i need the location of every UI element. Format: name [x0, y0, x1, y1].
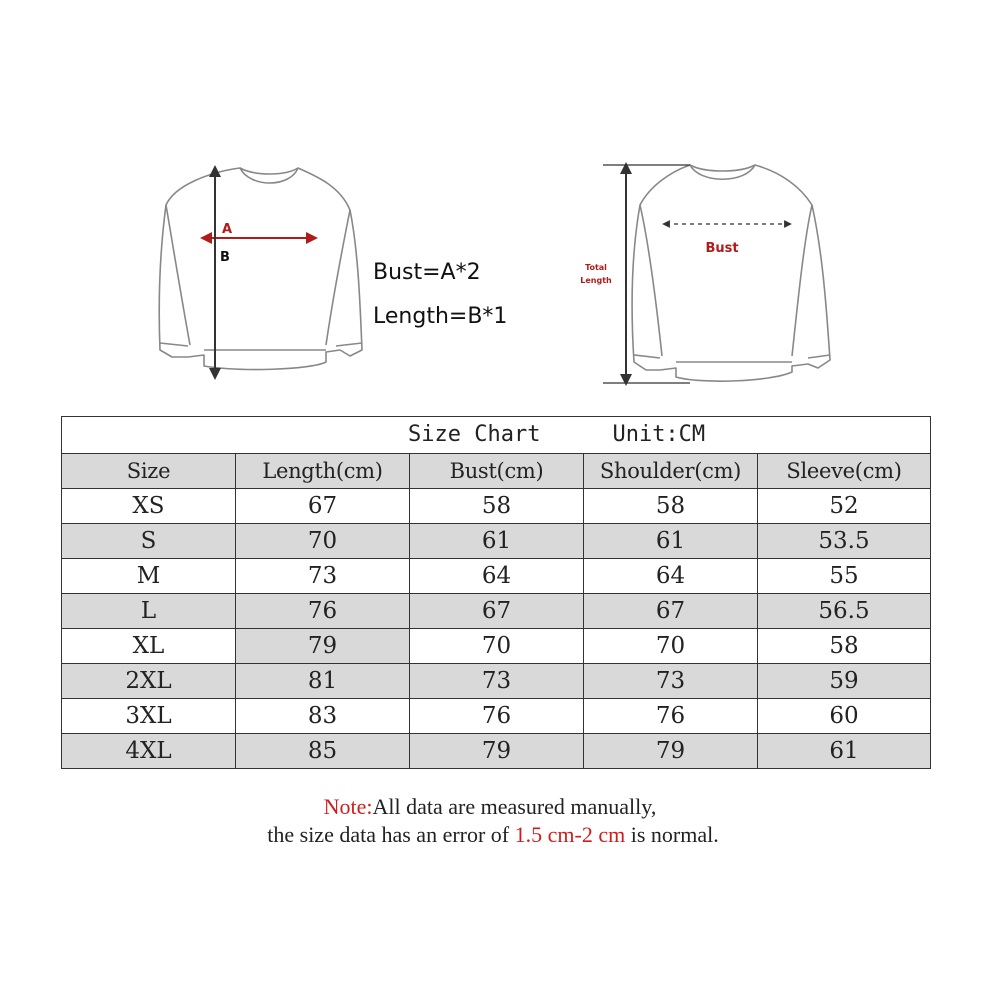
cell-shoulder: 70	[584, 629, 758, 664]
table-row	[62, 594, 931, 629]
cell-sleeve: 52	[758, 489, 931, 524]
table-row	[62, 489, 931, 524]
table-title-cell	[62, 417, 931, 454]
cell-length: 67	[236, 489, 410, 524]
label-b: B	[220, 250, 230, 265]
table-header-row	[62, 454, 931, 489]
cell-shoulder: 61	[584, 524, 758, 559]
header-length: Length(cm)	[236, 454, 410, 489]
measurement-diagram	[0, 0, 1000, 400]
table-title-row	[62, 417, 931, 454]
cell-length: 81	[236, 664, 410, 699]
table-row	[62, 664, 931, 699]
label-a: A	[222, 222, 233, 237]
cell-sleeve: 56.5	[758, 594, 931, 629]
cell-size: M	[62, 559, 236, 594]
cell-bust: 64	[410, 559, 584, 594]
note-line-2	[0, 822, 993, 848]
left-sweatshirt-outline	[159, 168, 362, 369]
note-label: Note:	[323, 794, 373, 819]
cell-size: L	[62, 594, 236, 629]
table-row	[62, 559, 931, 594]
cell-size: XL	[62, 629, 236, 664]
right-sweatshirt-outline	[632, 165, 830, 381]
cell-sleeve: 60	[758, 699, 931, 734]
cell-bust: 61	[410, 524, 584, 559]
cell-shoulder: 64	[584, 559, 758, 594]
cell-size: 2XL	[62, 664, 236, 699]
label-total: Total	[585, 263, 607, 272]
cell-length: 83	[236, 699, 410, 734]
cell-bust: 79	[410, 734, 584, 769]
cell-sleeve: 58	[758, 629, 931, 664]
header-sleeve: Sleeve(cm)	[758, 454, 931, 489]
size-chart-table	[61, 416, 931, 769]
cell-size: 3XL	[62, 699, 236, 734]
cell-length: 85	[236, 734, 410, 769]
cell-sleeve: 61	[758, 734, 931, 769]
table-row	[62, 699, 931, 734]
cell-size: 4XL	[62, 734, 236, 769]
cell-length: 73	[236, 559, 410, 594]
cell-size: XS	[62, 489, 236, 524]
cell-sleeve: 55	[758, 559, 931, 594]
cell-length: 79	[236, 629, 410, 664]
note-error-range: 1.5 cm-2 cm	[514, 822, 626, 847]
cell-bust: 76	[410, 699, 584, 734]
cell-shoulder: 76	[584, 699, 758, 734]
header-size: Size	[62, 454, 236, 489]
label-bust: Bust	[705, 241, 739, 256]
cell-sleeve: 59	[758, 664, 931, 699]
cell-size: S	[62, 524, 236, 559]
table-unit: Unit:CM	[612, 422, 706, 447]
formula-length: Length=B*1	[373, 304, 508, 329]
cell-bust: 73	[410, 664, 584, 699]
label-length: Length	[580, 276, 612, 285]
table-row	[62, 734, 931, 769]
cell-sleeve: 53.5	[758, 524, 931, 559]
cell-shoulder: 67	[584, 594, 758, 629]
cell-bust: 67	[410, 594, 584, 629]
header-bust: Bust(cm)	[410, 454, 584, 489]
table-row	[62, 629, 931, 664]
table-title: Size Chart	[408, 422, 541, 447]
table-row	[62, 524, 931, 559]
cell-shoulder: 79	[584, 734, 758, 769]
cell-shoulder: 58	[584, 489, 758, 524]
formula-bust: Bust=A*2	[373, 260, 481, 285]
cell-bust: 58	[410, 489, 584, 524]
note-text-1: All data are measured manually,	[372, 794, 657, 819]
cell-length: 76	[236, 594, 410, 629]
cell-length: 70	[236, 524, 410, 559]
note-text-2b: is normal.	[625, 822, 719, 847]
header-shoulder: Shoulder(cm)	[584, 454, 758, 489]
note-line-1	[0, 794, 990, 820]
cell-shoulder: 73	[584, 664, 758, 699]
note-text-2a: the size data has an error of	[267, 822, 515, 847]
cell-bust: 70	[410, 629, 584, 664]
